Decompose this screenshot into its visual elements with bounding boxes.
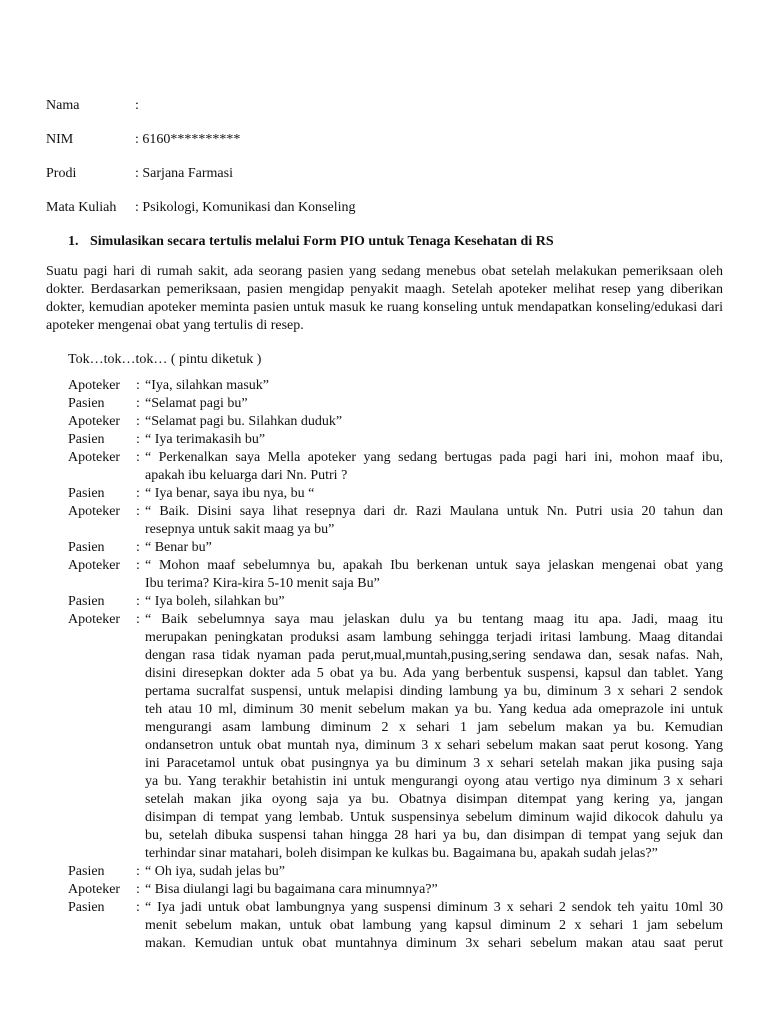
info-field-value: : [135, 98, 139, 113]
speaker-name: Pasien [68, 486, 105, 501]
speech-text [145, 449, 723, 485]
speech-line: disimpan di tempat yang lembab. Untuk suspensinya sebelum diminum wajid dikocok dahulu ya [145, 810, 723, 825]
speaker-colon: : [136, 504, 140, 519]
dialogue-turn [68, 413, 723, 431]
speaker-name: Pasien [68, 432, 105, 447]
dialogue-turn [68, 449, 723, 485]
speech-line: merupakan peningkatan produksi asam lambung sehingga terjadi iritasi lambung. Maag ditandai [145, 630, 723, 645]
speech-line: “ Bisa diulangi lagi bu bagaimana cara minumnya?” [145, 882, 438, 897]
speaker-colon: : [136, 882, 140, 897]
speech-text [145, 863, 723, 881]
speech-text [145, 395, 723, 413]
speaker-colon: : [136, 396, 140, 411]
info-field-label: Mata Kuliah [46, 200, 117, 215]
dialogue-turn [68, 881, 723, 899]
speaker-name: Apoteker [68, 612, 121, 627]
info-field-value: : Psikologi, Komunikasi dan Konseling [135, 200, 356, 215]
speech-line: “ Mohon maaf sebelumnya bu, apakah Ibu berkenan untuk saya jelaskan mengenai obat yang [145, 558, 723, 573]
speech-text [145, 899, 723, 953]
speaker-name: Apoteker [68, 414, 121, 429]
speaker-name: Pasien [68, 594, 105, 609]
speech-text [145, 485, 723, 503]
info-field-label: Nama [46, 98, 80, 113]
dialogue-turn [68, 611, 723, 863]
speaker-colon: : [136, 540, 140, 555]
speech-text [145, 557, 723, 593]
speaker-colon: : [136, 450, 140, 465]
speaker-name: Pasien [68, 864, 105, 879]
question-number: 1. [68, 234, 79, 249]
speech-line: mengurangi asam lambung diminum 2 x sehari 1 jam sebelum makan ya bu. Kemudian [145, 720, 723, 735]
speaker-colon: : [136, 414, 140, 429]
speech-line: “ Iya boleh, silahkan bu” [145, 594, 285, 609]
dialogue-turn [68, 863, 723, 881]
dialogue-turn [68, 539, 723, 557]
speech-line: setelah makan jika oyong saja ya bu. Obatnya disimpan ditempat yang kering ya, jangan [145, 792, 723, 807]
knock-line: Tok…tok…tok… ( pintu diketuk ) [68, 352, 262, 367]
speech-line: ya bu. Yang terakhir betahistin ini untuk mengurangi oyong atau vertigo nya diminum 3 x sehari [145, 774, 723, 789]
speech-line: resepnya untuk sakit maag ya bu” [145, 522, 335, 537]
dialogue-turn [68, 899, 723, 953]
speaker-colon: : [136, 558, 140, 573]
speaker-name: Apoteker [68, 450, 121, 465]
speech-text [145, 503, 723, 539]
speech-line: apakah ibu keluarga dari Nn. Putri ? [145, 468, 348, 483]
speaker-colon: : [136, 378, 140, 393]
speech-line: “Selamat pagi bu. Silahkan duduk” [145, 414, 343, 429]
speaker-name: Apoteker [68, 378, 121, 393]
speech-text [145, 593, 723, 611]
dialogue-turn [68, 377, 723, 395]
speaker-name: Pasien [68, 540, 105, 555]
dialogue-turn [68, 395, 723, 413]
dialogue-turn [68, 485, 723, 503]
speaker-name: Apoteker [68, 882, 121, 897]
speech-line: Ibu terima? Kira-kira 5-10 menit saja Bu” [145, 576, 380, 591]
speech-line: “ Benar bu” [145, 540, 212, 555]
speaker-colon: : [136, 432, 140, 447]
dialogue-turn [68, 431, 723, 449]
question-text: Simulasikan secara tertulis melalui Form PIO untuk Tenaga Kesehatan di RS [90, 234, 554, 249]
question-heading [68, 233, 554, 251]
dialogue-turn [68, 503, 723, 539]
speech-line: teh atau 10 ml, diminum 30 menit sebelum makan ya bu. Yang kedua ada omeprazole ini untuk [145, 702, 723, 717]
info-field-value: : 6160********** [135, 132, 241, 147]
speech-line: “ Baik. Disini saya lihat resepnya dari dr. Razi Maulana untuk Nn. Putri usia 20 tahun dan [145, 504, 723, 519]
speech-line: makan. Kemudian untuk obat muntahnya diminum 3x sehari sebelum makan atau saat perut [145, 936, 723, 951]
dialogue [68, 377, 723, 953]
intro-paragraph: Suatu pagi hari di rumah sakit, ada seorang pasien yang sedang menebus obat setelah melakukan pemeriksaan oleh dokter. Berdasarkan pemeriksaan, pasien mengidap penyakit maagh. Setelah apoteker melihat resep yang diberikan dokter, kemudian apoteker meminta pasien untuk masuk ke ruang konseling untuk mendapatkan konseling/edukasi dari apoteker mengenai obat yang tertulis di resep. [46, 264, 723, 333]
speech-text [145, 539, 723, 557]
info-field-value: : Sarjana Farmasi [135, 166, 233, 181]
speaker-colon: : [136, 486, 140, 501]
info-field-label: Prodi [46, 166, 77, 181]
speech-text [145, 377, 723, 395]
speech-line: “Iya, silahkan masuk” [145, 378, 270, 393]
speaker-name: Apoteker [68, 504, 121, 519]
speech-line: “ Baik sebelumnya saya mau jelaskan dulu ya bu tentang maag itu apa. Jadi, maag itu [145, 612, 723, 627]
speaker-name: Pasien [68, 900, 105, 915]
speaker-name: Apoteker [68, 558, 121, 573]
speech-text [145, 431, 723, 449]
speech-line: disini diresepkan dokter ada 5 obat ya bu. Ada yang berbentuk suspensi, kapsul dan tablet. Yang [145, 666, 723, 681]
speech-line: pertama sucralfat suspensi, untuk melapisi dinding lambung ya bu, diminum 3 x sehari 2 sendok [145, 684, 723, 699]
speech-line: “ Iya jadi untuk obat lambungnya yang suspensi diminum 3 x sehari 2 sendok teh yaitu 10ml 30 [145, 900, 723, 915]
speaker-colon: : [136, 900, 140, 915]
speech-line: “ Iya benar, saya ibu nya, bu “ [145, 486, 315, 501]
speech-line: dengan rasa tidak nyaman pada perut,mual,muntah,pusing,sering sendawa dan, sesak nafas. Nah, [145, 648, 723, 663]
speech-line: ondansetron untuk obat muntah nya, diminum 3 x sehari sebelum makan saat perut kosong. Yang [145, 738, 723, 753]
speech-line: terhindar sinar matahari, boleh disimpan ke kulkas bu. Bagaimana bu, apakah sudah jelas?” [145, 846, 658, 861]
info-field-label: NIM [46, 132, 74, 147]
dialogue-turn [68, 593, 723, 611]
speaker-colon: : [136, 594, 140, 609]
speech-line: “ Iya terimakasih bu” [145, 432, 266, 447]
speech-line: “Selamat pagi bu” [145, 396, 248, 411]
speech-line: bu, setelah dibuka suspensi tahan hingga 28 hari ya bu, dan disimpan di tempat yang sejuk dan [145, 828, 723, 843]
speech-line: menit sebelum makan, untuk obat lambung yang kapsul diminum 2 x sehari 1 jam sebelum [145, 918, 723, 933]
speech-text [145, 413, 723, 431]
speech-text [145, 881, 723, 899]
dialogue-turn [68, 557, 723, 593]
speech-text [145, 611, 723, 863]
speech-line: “ Oh iya, sudah jelas bu” [145, 864, 285, 879]
speaker-name: Pasien [68, 396, 105, 411]
speech-line: ini Paracetamol untuk obat pusingnya ya bu diminum 3 x sehari setelah makan jika pusing saja [145, 756, 723, 771]
speech-line: “ Perkenalkan saya Mella apoteker yang sedang bertugas pada pagi hari ini, mohon maaf ibu, [145, 450, 723, 465]
speaker-colon: : [136, 612, 140, 627]
speaker-colon: : [136, 864, 140, 879]
